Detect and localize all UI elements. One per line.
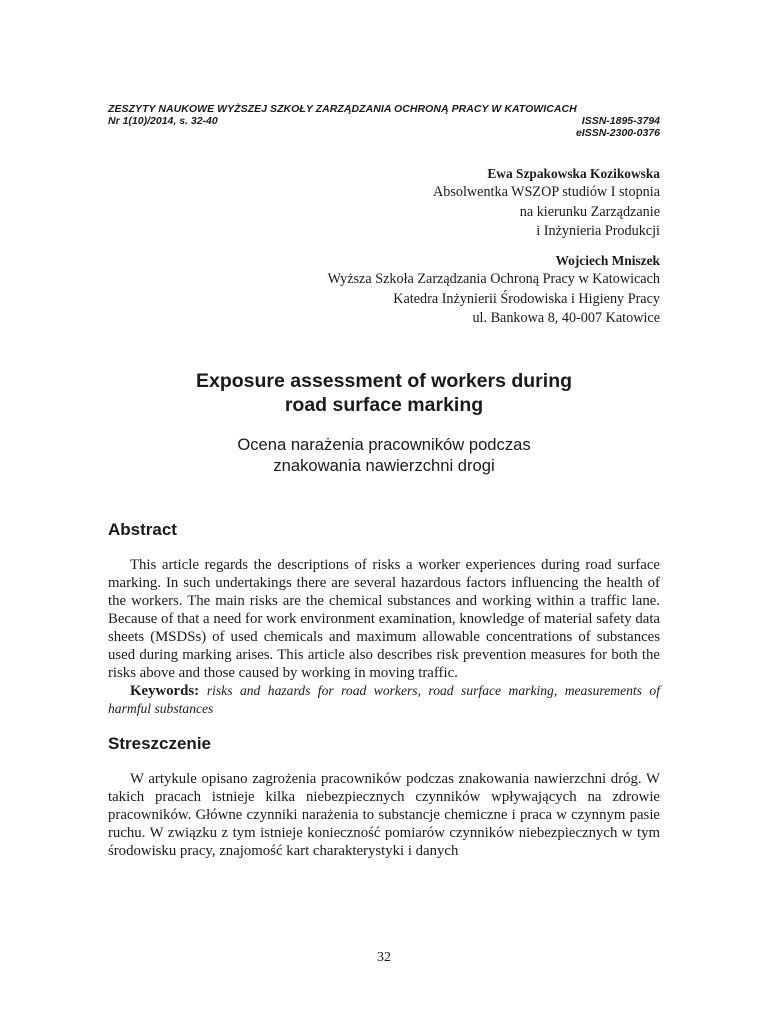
abstract-heading: Abstract [108,520,177,540]
journal-header [108,103,660,139]
author-name: Wojciech Mniszek [555,253,660,269]
author-affiliation-line: Wyższa Szkoła Zarządzania Ochroną Pracy w Katowicach [327,271,660,288]
article-title-line: road surface marking [284,394,484,417]
page-number: 32 [377,950,391,965]
streszczenie-body [108,770,660,860]
author-affiliation-line: na kierunku Zarządzanie [519,203,660,220]
article-subtitle [108,435,660,476]
article-subtitle-line: znakowania nawierzchni drogi [273,455,495,475]
author-affiliation-line: i Inżynieria Produkcji [536,222,660,239]
article-title-line: Exposure assessment of workers during [195,370,573,393]
keywords-list: risks and hazards for road workers, road surface marking, measurements of harmful substances [108,683,660,717]
journal-issn: ISSN-1895-3794 [581,115,660,127]
author-affiliation-line: Absolwentka WSZOP studiów I stopnia [433,184,660,201]
streszczenie-paragraph: W artykule opisano zagrożenia pracowników podczas znakowania nawierzchni dróg. W takich pracach istnieje kilka niebezpiecznych czynników wpływających na zdrowie pracowników. Główne czynniki narażenia to substancje chemiczne i praca w czynnym pasie ruchu. W związku z tym istnieje konieczność pomiarów czynników niebezpiecznych w tym środowisku pracy, znajomość kart charakterystyki i danych [108,771,660,860]
article-title [108,369,660,417]
journal-issue: Nr 1(10)/2014, s. 32-40 [108,115,218,127]
article-subtitle-line: Ocena narażenia pracowników podczas [237,435,531,455]
keywords-label: Keywords: [130,683,200,700]
journal-title: ZESZYTY NAUKOWE WYŻSZEJ SZKOŁY ZARZĄDZANIA OCHRONĄ PRACY W KATOWICACH [108,103,577,115]
author-block [108,164,660,241]
journal-eissn: eISSN-2300-0376 [575,127,660,139]
keywords-paragraph [108,682,660,718]
author-name: Ewa Szpakowska Kozikowska [487,166,660,181]
abstract-body [108,556,660,718]
abstract-paragraph: This article regards the descriptions of risks a worker experiences during road surface marking. In such undertakings there are several hazardous factors influencing the health of the workers. The main risks are the chemical substances and working within a traffic lane. Because of that a need for work environment examination, knowledge of material safety data sheets (MSDSs) of used chemicals and maximum allowable concentrations of substances used during marking arises. This article also describes risk prevention measures for both the risks above and those caused by working in moving traffic. [108,557,660,682]
author-affiliation-line: ul. Bankowa 8, 40-007 Katowice [472,310,660,327]
author-block [108,251,660,328]
author-affiliation-line: Katedra Inżynierii Środowiska i Higieny Pracy [393,290,660,307]
document-page [108,103,660,860]
streszczenie-heading: Streszczenie [108,734,211,754]
journal-issue-row [108,115,660,127]
